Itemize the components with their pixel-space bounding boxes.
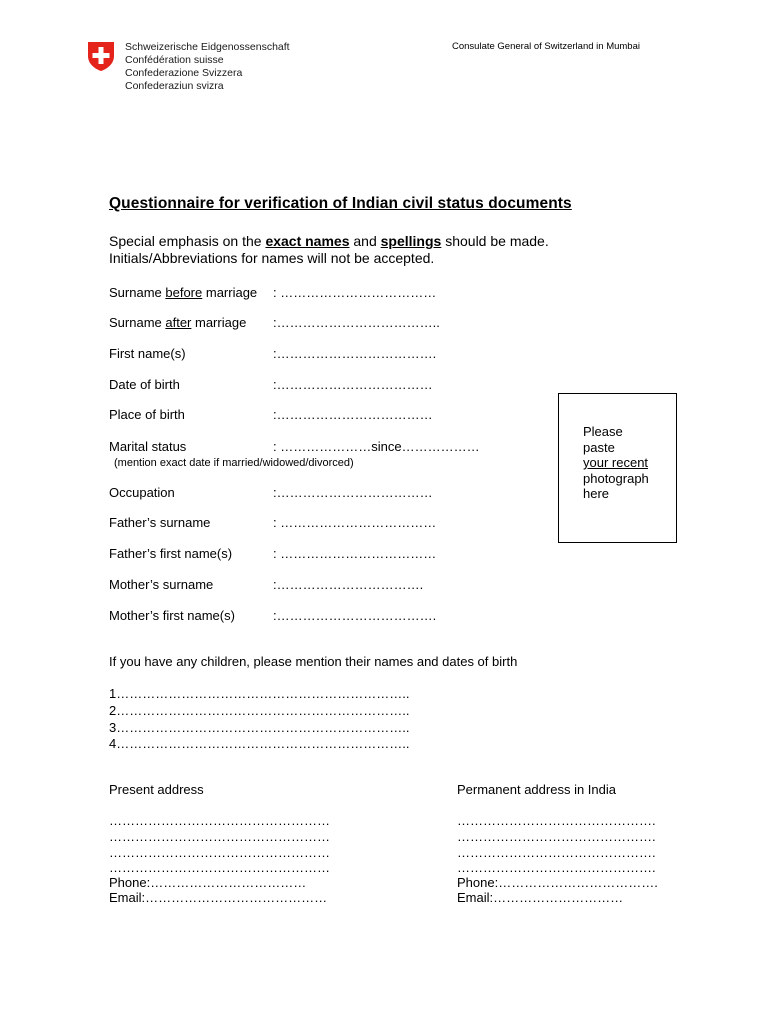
child-line-1[interactable]: 1………………………………………………………….. [109,686,410,701]
photo-line: paste [583,439,615,455]
photo-line: Please [583,424,623,439]
intro-line-1 [109,233,549,250]
present-address-heading: Present address [109,782,204,797]
label-text: marriage [191,315,247,330]
photo-box[interactable] [558,393,677,543]
present-phone-field[interactable]: Phone:……………………………… [109,875,307,890]
label-text: Surname [109,285,166,300]
intro-line-2: Initials/Abbreviations for names will not be accepted. [109,250,435,266]
permanent-email-field[interactable]: Email:………………………… [457,890,624,905]
label-emphasis: before [165,285,203,300]
label-text: marriage [202,285,258,300]
child-line-2[interactable]: 2………………………………………………………….. [109,703,410,718]
photo-line: here [583,486,610,502]
permanent-address-line[interactable]: ………………………………………. [457,813,656,828]
letterhead-line-4: Confederaziun svizra [125,80,224,92]
pob-label: Place of birth [109,407,185,422]
pob-field[interactable]: :……………………………… [273,407,433,422]
present-email-field[interactable]: Email:…………………………………… [109,890,328,905]
father-first-name-field[interactable]: : ……………………………… [273,546,437,561]
permanent-address-line[interactable]: ………………………………………. [457,845,656,860]
permanent-address-line[interactable]: ………………………………………. [457,860,656,875]
label-emphasis: after [165,315,192,330]
intro-spellings: spellings [380,233,442,249]
photo-line: your recent [583,455,649,471]
page-title: Questionnaire for verification of Indian civil status documents [109,195,572,212]
intro-exact-names: exact names [265,233,350,249]
permanent-address-heading: Permanent address in India [457,782,616,797]
father-surname-field[interactable]: : ……………………………… [273,515,437,530]
father-first-name-label: Father’s first name(s) [109,546,233,561]
surname-before-label [109,285,257,300]
first-name-field[interactable]: :………………………………. [273,346,437,361]
first-name-label: First name(s) [109,346,186,361]
permanent-phone-field[interactable]: Phone:………………………………. [457,875,658,890]
surname-after-field[interactable]: :……………………………….. [273,315,440,330]
father-surname-label: Father’s surname [109,515,211,530]
intro-text-2: and [349,233,381,249]
permanent-address-line[interactable]: ………………………………………. [457,829,656,844]
surname-after-label [109,315,246,330]
letterhead-line-1: Schweizerische Eidgenossenschaft [125,41,290,53]
swiss-flag-logo [87,41,115,72]
marital-status-field[interactable]: : …………………since……………… [273,439,480,454]
letterhead-line-2: Confédération suisse [125,54,224,66]
photo-line: photograph [583,470,649,486]
marital-status-label: Marital status [109,439,187,454]
letterhead-line-3: Confederazione Svizzera [125,67,243,79]
occupation-label: Occupation [109,485,175,500]
dob-label: Date of birth [109,377,180,392]
present-address-line[interactable]: …………………………………………… [109,845,330,860]
children-prompt: If you have any children, please mention their names and dates of birth [109,654,518,669]
dob-field[interactable]: :……………………………… [273,377,433,392]
photo-instructions [583,424,649,502]
intro-text-1: Special emphasis on the [109,233,266,249]
mother-first-name-label: Mother’s first name(s) [109,608,235,623]
occupation-field[interactable]: :……………………………… [273,485,433,500]
child-line-3[interactable]: 3………………………………………………………….. [109,720,410,735]
intro-text-3: should be made. [441,233,549,249]
marital-status-note: (mention exact date if married/widowed/divorced) [114,457,354,469]
consulate-name: Consulate General of Switzerland in Mumbai [452,41,640,52]
child-line-4[interactable]: 4………………………………………………………….. [109,736,410,751]
surname-before-field[interactable]: : ……………………………… [273,285,437,300]
mother-surname-label: Mother’s surname [109,577,214,592]
swiss-shield-icon [87,41,115,72]
label-text: Surname [109,315,166,330]
present-address-line[interactable]: …………………………………………… [109,829,330,844]
mother-surname-field[interactable]: :……………………………. [273,577,424,592]
mother-first-name-field[interactable]: :………………………………. [273,608,437,623]
present-address-line[interactable]: …………………………………………… [109,813,330,828]
present-address-line[interactable]: …………………………………………… [109,860,330,875]
